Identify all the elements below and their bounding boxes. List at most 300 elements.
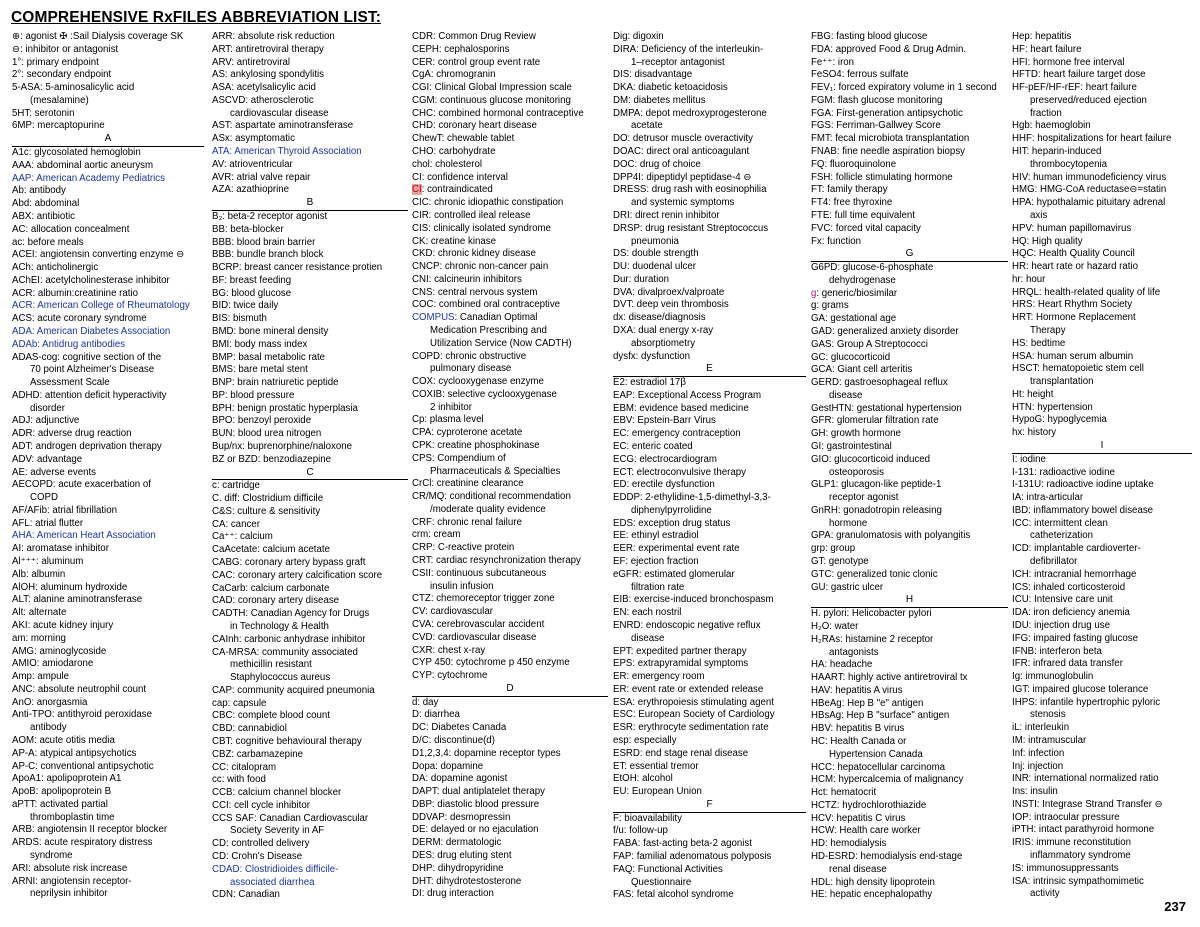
abbreviation-entry: [1012, 799, 1192, 812]
abbreviation-entry: [412, 593, 608, 606]
abbreviation-entry: [1012, 569, 1192, 582]
abbreviation-continuation: activity: [1030, 888, 1060, 900]
abbreviation-entry: [613, 479, 806, 492]
abbreviation-entry: [212, 634, 408, 647]
abbreviation-entry: [12, 198, 204, 211]
abbreviation-entry: [811, 197, 1008, 210]
abbreviation-entry: [811, 736, 1008, 762]
abbreviation-entry: [212, 428, 408, 441]
abbreviation-entry: [212, 237, 408, 250]
abbreviation-text: Amp: ampule: [12, 671, 70, 683]
abbreviation-entry: [212, 184, 408, 197]
abbreviation-continuation: 70 point Alzheimer's Disease: [30, 364, 155, 376]
abbreviation-text: ASx: asymptomatic: [212, 133, 295, 145]
abbreviation-text: ESA: erythropoiesis stimulating agent: [613, 696, 775, 708]
abbreviation-entry: [613, 569, 806, 595]
abbreviation-text: Fe⁺⁺: iron: [811, 56, 855, 68]
abbreviation-text: Hep: hepatitis: [1012, 31, 1072, 42]
abbreviation-entry: [412, 542, 608, 555]
abbreviation-text: ENRD: endoscopic negative reflux: [613, 619, 761, 631]
abbreviation-continuation: absorptiometry: [631, 337, 696, 349]
section-header: E: [613, 363, 806, 377]
abbreviation-entry: [811, 159, 1008, 172]
abbreviation-entry: [613, 684, 806, 697]
abbreviation-entry: [613, 851, 806, 864]
abbreviation-text: Alb: albumin: [12, 568, 66, 580]
abbreviation-continuation: pulmonary disease: [430, 363, 512, 375]
abbreviation-entry: [412, 453, 608, 479]
abbreviation-text: FAS: fetal alcohol syndrome: [613, 889, 734, 901]
abbreviation-entry: [12, 326, 204, 339]
abbreviation-continuation: defibrillator: [1030, 556, 1078, 568]
abbreviation-text: FBG: fasting blood glucose: [811, 31, 928, 42]
abbreviation-entry: [613, 748, 806, 761]
abbreviation-entry: [12, 108, 204, 121]
abbreviation-entry: [1012, 454, 1192, 467]
abbreviation-text: GAD: generalized anxiety disorder: [811, 325, 959, 337]
abbreviation-entry: [212, 133, 408, 146]
abbreviation-continuation: axis: [1030, 209, 1048, 221]
abbreviation-text: DMPA: depot medroxyprogesterone: [613, 107, 767, 119]
abbreviation-text: ARR: absolute risk reduction: [212, 31, 335, 42]
abbreviation-text: FSH: follicle stimulating hormone: [811, 171, 953, 183]
abbreviation-text: C. diff: Clostridium difficile: [212, 493, 324, 505]
abbreviation-continuation: Utilization Service (Now CADTH): [430, 337, 572, 349]
abbreviation-entry: [412, 389, 608, 415]
abbreviation-text: AFL: atrial flutter: [12, 517, 84, 529]
abbreviation-entry: [12, 288, 204, 301]
abbreviation-text: ACS: acute coronary syndrome: [12, 313, 147, 325]
abbreviation-entry: [212, 583, 408, 596]
abbreviation-continuation: disease: [829, 389, 863, 401]
abbreviation-text: EER: experimental event rate: [613, 543, 740, 555]
abbreviation-entry: [412, 632, 608, 645]
abbreviation-entry: [811, 710, 1008, 723]
abbreviation-entry: [1012, 505, 1192, 518]
abbreviation-entry: [613, 312, 806, 325]
abbreviation-text: Ig: immunoglobulin: [1012, 671, 1094, 683]
abbreviation-text: EC: emergency contraception: [613, 428, 741, 440]
abbreviation-entry: [811, 569, 1008, 582]
abbreviation-entry: [613, 415, 806, 428]
abbreviation-text: IOP: intraocular pressure: [1012, 811, 1120, 823]
abbreviation-text: BMP: basal metabolic rate: [212, 351, 326, 363]
abbreviation-entry: [811, 120, 1008, 133]
abbreviation-entry: [613, 786, 806, 799]
abbreviation-text: Hct: hematocrit: [811, 787, 877, 799]
abbreviation-entry: [1012, 172, 1192, 185]
abbreviation-text: EPS: extrapyramidal symptoms: [613, 658, 749, 670]
abbreviation-entry: [212, 685, 408, 698]
abbreviation-text: Cp: plasma level: [412, 414, 484, 426]
abbreviation-text: CDR: Common Drug Review: [412, 31, 536, 42]
abbreviation-entry: [212, 339, 408, 352]
abbreviation-entry: [1012, 543, 1192, 569]
abbreviation-text: EBV: Epstein-Barr Virus: [613, 415, 716, 427]
abbreviation-entry: [1012, 773, 1192, 786]
abbreviation-text: Fx: function: [811, 235, 862, 247]
abbreviation-entry: [1012, 684, 1192, 697]
abbreviation-entry: [12, 863, 204, 876]
abbreviation-entry: [212, 762, 408, 775]
abbreviation-entry: [1012, 427, 1192, 440]
abbreviation-entry: [412, 888, 608, 901]
abbreviation-entry: [1012, 671, 1192, 684]
abbreviation-text: CBC: complete blood count: [212, 710, 330, 722]
abbreviation-text: aPTT: activated partial: [12, 798, 108, 810]
abbreviation-text: DA: dopamine agonist: [412, 773, 508, 785]
abbreviation-text: ADAS-cog: cognitive section of the: [12, 351, 162, 363]
abbreviation-entry: [212, 851, 408, 864]
abbreviation-text: CER: control group event rate: [412, 56, 541, 68]
abbreviation-entry: [212, 364, 408, 377]
abbreviation-text: ICD: implantable cardioverter-: [1012, 543, 1141, 555]
abbreviation-entry: [1012, 492, 1192, 505]
abbreviation-entry: [613, 697, 806, 710]
abbreviation-text: BMD: bone mineral density: [212, 325, 329, 337]
abbreviation-entry: [412, 274, 608, 287]
abbreviation-text: AOM: acute otitis media: [12, 734, 115, 746]
abbreviation-text: CNS: central nervous system: [412, 286, 538, 298]
abbreviation-continuation: fraction: [1030, 107, 1062, 119]
abbreviation-entry: [613, 735, 806, 748]
abbreviation-entry: [412, 606, 608, 619]
abbreviation-entry: [212, 647, 408, 685]
abbreviation-text: DO: detrusor muscle overactivity: [613, 133, 753, 145]
abbreviation-entry: [1012, 197, 1192, 223]
abbreviation-text: AChEI: acetylcholinesterase inhibitor: [12, 274, 170, 286]
abbreviation-text: DHP: dihydropyridine: [412, 862, 504, 874]
abbreviation-text: CA: cancer: [212, 518, 260, 530]
abbreviation-entry: [12, 467, 204, 480]
abbreviation-entry: [412, 69, 608, 82]
abbreviation-continuation: diphenylpyrrolidine: [631, 504, 712, 516]
abbreviation-text: HCC: hepatocellular carcinoma: [811, 761, 946, 773]
abbreviation-text: ECG: electrocardiogram: [613, 453, 717, 465]
abbreviation-entry: [212, 57, 408, 70]
abbreviation-entry: [412, 351, 608, 377]
abbreviation-entry: [613, 172, 806, 185]
abbreviation-entry: [613, 825, 806, 838]
abbreviation-text: Inj: injection: [1012, 760, 1064, 772]
abbreviation-text: CDN: Canadian: [212, 889, 280, 901]
abbreviation-entry: [811, 300, 1008, 313]
abbreviation-text: EDDP: 2-ethylidine-1,5-dimethyl-3,3-: [613, 492, 771, 504]
abbreviation-text: I-131U: radioactive iodine uptake: [1012, 479, 1154, 491]
abbreviation-entry: [12, 44, 204, 57]
abbreviation-text: ICS: inhaled corticosteroid: [1012, 581, 1126, 593]
abbreviation-text: FDA: approved Food & Drug Admin.: [811, 43, 967, 55]
abbreviation-entry: [613, 248, 806, 261]
abbreviation-text: CABG: coronary artery bypass graft: [212, 557, 366, 569]
abbreviation-text: DRSP: drug resistant Streptococcus: [613, 222, 769, 234]
abbreviation-text: Inf: infection: [1012, 747, 1065, 759]
abbreviation-text: hr: hour: [1012, 273, 1046, 285]
abbreviation-text: DOC: drug of choice: [613, 158, 701, 170]
abbreviation-entry: [811, 838, 1008, 851]
abbreviation-entry: [12, 352, 204, 390]
abbreviation-entry: [412, 376, 608, 389]
abbreviation-text: FeSO4: ferrous sulfate: [811, 69, 909, 81]
abbreviation-text: CYP: cytochrome: [412, 670, 488, 682]
abbreviation-text: EIB: exercise-induced bronchospasm: [613, 594, 774, 606]
abbreviation-text: EU: European Union: [613, 786, 702, 798]
abbreviation-continuation: stenosis: [1030, 709, 1066, 721]
abbreviation-entry: [212, 544, 408, 557]
abbreviation-text: DERM: dermatologic: [412, 837, 502, 849]
abbreviation-text: AI: aromatase inhibitor: [12, 543, 109, 555]
abbreviation-entry: [811, 146, 1008, 159]
abbreviation-entry: [1012, 646, 1192, 659]
abbreviation-text: FT: family therapy: [811, 184, 888, 196]
abbreviation-entry: [412, 248, 608, 261]
abbrev-column-6: [1012, 31, 1192, 901]
abbreviation-entry: [811, 851, 1008, 877]
abbreviation-text: CBD: cannabidiol: [212, 723, 287, 735]
abbreviation-continuation: syndrome: [30, 850, 73, 861]
abbreviation-entry: [412, 657, 608, 670]
abbreviation-text: GC: glucocorticoid: [811, 351, 891, 363]
abbreviation-text: CGI: Clinical Global Impression scale: [412, 82, 572, 94]
abbreviation-entry: [613, 864, 806, 890]
abbreviation-entry: [811, 313, 1008, 326]
abbreviation-continuation: disorder: [30, 402, 65, 414]
abbreviation-text: d: day: [412, 696, 439, 708]
abbreviation-entry: [1012, 363, 1192, 389]
abbreviation-entry: [811, 352, 1008, 365]
abbreviation-text: CR/MQ: conditional recommendation: [412, 491, 571, 503]
abbreviation-text: HHF: hospitalizations for heart failure: [1012, 133, 1172, 145]
abbreviation-entry: [1012, 414, 1192, 427]
abbreviation-entry: [811, 223, 1008, 236]
abbreviation-continuation: insulin infusion: [430, 580, 494, 592]
abbreviation-entry: [1012, 735, 1192, 748]
abbreviation-entry: [12, 31, 204, 44]
section-header: D: [412, 683, 608, 697]
abbreviation-text: ISA: intrinsic sympathomimetic: [1012, 875, 1144, 887]
abbreviation-text: DIRA: Deficiency of the interleukin-: [613, 43, 764, 55]
abbreviation-text: HCTZ: hydrochlorothiazide: [811, 799, 927, 811]
abbreviation-text: CCI: cell cycle inhibitor: [212, 799, 310, 811]
abbreviation-entry: [811, 184, 1008, 197]
abbreviation-entry: [12, 57, 204, 70]
abbreviation-continuation: Pharmaceuticals & Specialties: [430, 465, 561, 477]
abbreviation-text: CTZ: chemoreceptor trigger zone: [412, 593, 555, 605]
abbreviation-entry: [1012, 31, 1192, 44]
abbreviation-text: GestHTN: gestational hypertension: [811, 402, 962, 414]
abbreviation-text: DHT: dihydrotestosterone: [412, 875, 522, 887]
abbreviation-text: ARI: absolute risk increase: [12, 862, 128, 874]
abbrev-column-5: [811, 31, 1008, 902]
abbreviation-entry: [212, 275, 408, 288]
abbreviation-text: CNCP: chronic non-cancer pain: [412, 261, 549, 273]
abbreviation-text: A1c: glycosolated hemoglobin: [12, 147, 141, 159]
abbreviation-entry: [811, 31, 1008, 44]
abbreviation-entry: [212, 736, 408, 749]
abbreviation-text: HSA: human serum albumin: [1012, 350, 1134, 362]
abbreviation-entry: [613, 428, 806, 441]
abbreviation-entry: [613, 889, 806, 902]
abbreviation-entry: [613, 69, 806, 82]
abbreviation-entry: [613, 95, 806, 108]
abbreviation-text: HBsAg: Hep B "surface" antigen: [811, 710, 950, 722]
abbreviation-text: GTC: generalized tonic clonic: [811, 568, 938, 580]
abbreviation-text: HSCT: hematopoietic stem cell: [1012, 363, 1144, 375]
abbreviation-entry: [12, 824, 204, 837]
abbreviation-text: BMS: bare metal stent: [212, 364, 308, 376]
abbreviation-entry: [1012, 658, 1192, 671]
abbreviation-text: ac: before meals: [12, 236, 84, 248]
abbreviation-entry: [811, 236, 1008, 249]
abbreviation-entry: [613, 377, 806, 390]
abbreviation-continuation: transplantation: [1030, 376, 1094, 388]
abbreviation-text: IBD: inflammatory bowel disease: [1012, 504, 1154, 516]
abbreviation-entry: [12, 761, 204, 774]
abbreviation-text: IM: intramuscular: [1012, 734, 1087, 746]
abbreviation-entry: [12, 697, 204, 710]
abbreviation-text: HBV: hepatitis B virus: [811, 723, 905, 735]
abbreviation-text: HCM: hypercalcemia of malignancy: [811, 774, 964, 786]
abbreviation-text: AST: aspartate aminotransferase: [212, 120, 354, 132]
abbreviation-entry: [12, 748, 204, 761]
abbreviation-text: Abd: abdominal: [12, 198, 80, 210]
abbreviation-text: AC: allocation concealment: [12, 223, 130, 235]
abbreviation-text: DXA: dual energy x-ray: [613, 324, 714, 336]
abbreviation-continuation: and systemic symptoms: [631, 197, 735, 209]
abbreviation-entry: [212, 211, 408, 224]
abbreviation-text: FAQ: Functional Activities: [613, 863, 723, 875]
abbreviation-continuation: 1–receptor antagonist: [631, 56, 725, 68]
abbreviation-text: AP-A: atypical antipsychotics: [12, 747, 137, 759]
abbreviation-entry: [212, 44, 408, 57]
section-header: G: [811, 248, 1008, 262]
abbreviation-entry: [412, 44, 608, 57]
abbreviation-entry: [212, 249, 408, 262]
abbreviation-text: AS: ankylosing spondylitis: [212, 69, 325, 81]
abbreviation-text: GU: gastric ulcer: [811, 581, 884, 593]
abbreviation-entry: [12, 313, 204, 326]
abbreviation-text: EN: each nostril: [613, 607, 682, 619]
abbreviation-text: CA-MRSA: community associated: [212, 646, 358, 658]
abbreviation-entry: [613, 299, 806, 312]
abbreviation-text: IRIS: immune reconstitution: [1012, 837, 1131, 849]
abbreviation-text: ICH: intracranial hemorrhage: [1012, 568, 1137, 580]
abbreviation-text: ESR: erythrocyte sedimentation rate: [613, 722, 769, 734]
abbreviation-entry: [12, 530, 204, 543]
abbreviation-text: DVT: deep vein thrombosis: [613, 299, 729, 311]
abbreviation-entry: [613, 159, 806, 172]
abbreviation-entry: [12, 160, 204, 173]
abbreviation-text: INR: international normalized ratio: [1012, 773, 1159, 785]
abbreviation-text: HDL: high density lipoprotein: [811, 876, 935, 888]
abbrev-column-2: [212, 31, 408, 902]
abbreviation-text: HQC: Health Quality Council: [1012, 248, 1135, 260]
abbreviation-entry: [212, 557, 408, 570]
abbreviation-text: AMG: aminoglycoside: [12, 645, 107, 657]
abbreviation-text: HC: Health Canada or: [811, 735, 907, 747]
abbreviation-entry: [1012, 299, 1192, 312]
abbreviation-entry: [12, 173, 204, 186]
abbreviation-text: Hgb: haemoglobin: [1012, 120, 1091, 132]
section-header: H: [811, 594, 1008, 608]
abbreviation-text: BB: beta-blocker: [212, 223, 284, 235]
abbreviation-entry: [811, 95, 1008, 108]
abbreviation-text: CHD: coronary heart disease: [412, 120, 537, 132]
abbreviation-text: BG: blood glucose: [212, 287, 292, 299]
abbreviation-text: CIC: chronic idiopathic constipation: [412, 197, 564, 209]
abbreviation-entry: [613, 594, 806, 607]
abbreviation-text: 6MP: mercaptopurine: [12, 120, 105, 132]
abbreviation-entry: [412, 670, 608, 683]
abbreviation-entry: [811, 813, 1008, 826]
abbreviation-entry: [412, 159, 608, 172]
abbreviation-text: CRF: chronic renal failure: [412, 516, 522, 528]
abbreviation-entry: [212, 377, 408, 390]
abbreviation-text: Ht: height: [1012, 388, 1054, 400]
abbreviation-entry: [412, 773, 608, 786]
abbreviation-entry: [12, 300, 204, 313]
document-title: COMPREHENSIVE RxFILES ABBREVIATION LIST:: [11, 9, 382, 26]
abbreviation-entry: [1012, 236, 1192, 249]
abbreviation-text: FGM: flash glucose monitoring: [811, 94, 943, 106]
abbreviation-entry: [212, 493, 408, 506]
abbreviation-text: CAD: coronary artery disease: [212, 595, 340, 607]
abbreviation-text: CAInh: carbonic anhydrase inhibitor: [212, 633, 366, 645]
abbreviation-entry: [212, 326, 408, 339]
abbreviation-entry: [811, 762, 1008, 775]
abbreviation-text: ATA: American Thyroid Association: [212, 146, 362, 158]
abbreviation-entry: [412, 312, 608, 350]
abbreviation-text: AE: adverse events: [12, 466, 97, 478]
abbreviation-text: g: generic/biosimilar: [811, 287, 898, 299]
abbreviation-entry: [212, 749, 408, 762]
abbreviation-entry: [811, 685, 1008, 698]
abbreviation-entry: [12, 275, 204, 288]
abbreviation-entry: [412, 709, 608, 722]
abbreviation-entry: [12, 709, 204, 735]
abbreviation-entry: [12, 428, 204, 441]
abbrev-column-4: [613, 31, 806, 902]
abbreviation-entry: [811, 288, 1008, 301]
abbreviation-entry: [811, 377, 1008, 403]
abbreviation-continuation: hormone: [829, 517, 868, 529]
abbreviation-text: ApoA1: apolipoprotein A1: [12, 773, 122, 785]
abbreviation-text: BZ or BZD: benzodiazepine: [212, 453, 332, 465]
abbreviation-text: HPV: human papillomavirus: [1012, 222, 1132, 234]
abbreviation-continuation: COPD: [30, 492, 58, 504]
abbreviation-text: FMT: fecal microbiota transplantation: [811, 133, 970, 145]
abbreviation-entry: [212, 95, 408, 121]
abbreviation-entry: [613, 146, 806, 159]
abbreviation-text: CPK: creatine phosphokinase: [412, 440, 540, 451]
abbreviation-entry: [12, 224, 204, 237]
abbreviation-text: dysfx: dysfunction: [613, 350, 690, 362]
abbreviation-continuation: dehydrogenase: [829, 274, 896, 286]
abbreviation-text: GFR: glomerular filtration rate: [811, 415, 939, 427]
abbreviation-text: CEPH: cephalosporins: [412, 43, 510, 55]
abbreviation-text: AP-C: conventional antipsychotic: [12, 760, 154, 772]
abbreviation-text: ADR: adverse drug reaction: [12, 428, 132, 440]
abbreviation-entry: [412, 876, 608, 889]
abbreviation-continuation: (mesalamine): [30, 94, 89, 106]
abbreviation-text: ASA: acetylsalicylic acid: [212, 82, 316, 94]
abbreviation-entry: [1012, 57, 1192, 70]
abbreviation-entry: [212, 608, 408, 634]
abbreviation-text: FT4: free thyroxine: [811, 197, 893, 209]
abbreviation-entry: [1012, 287, 1192, 300]
abbreviation-entry: [613, 556, 806, 569]
abbreviation-continuation: catheterization: [1030, 530, 1094, 542]
